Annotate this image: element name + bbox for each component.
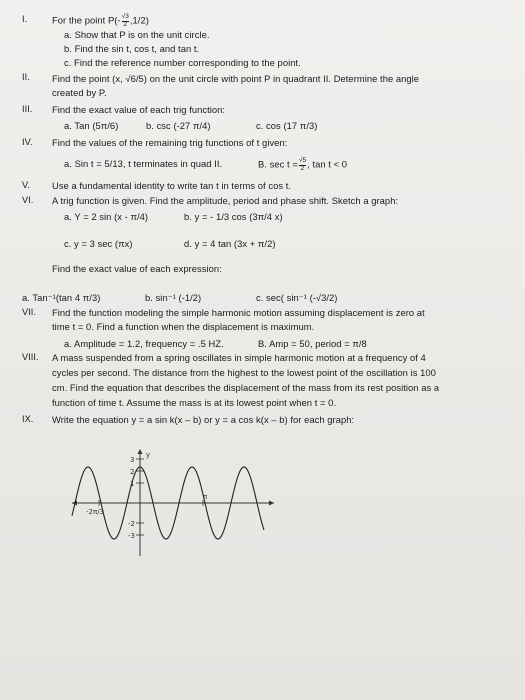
question-a: a. Amplitude = 1.2, frequency = .5 HZ. [64, 338, 224, 349]
section-number: V. [22, 180, 30, 190]
section-number: II. [22, 72, 30, 82]
section-title: Find the exact value of each trig function: [52, 104, 226, 115]
exact-value-heading: Find the exact value of each expression: [52, 263, 222, 274]
section-text: Find the point (x, √6/5) on the unit circle with point P in quadrant II. Determine the angle [52, 73, 420, 84]
x-tick-label: -2π/3 [86, 508, 105, 516]
fraction [122, 14, 129, 28]
title-text: For the point P(- [52, 14, 121, 26]
sine-graph [68, 446, 278, 558]
section-number: IV. [22, 137, 33, 147]
question-a: a. Show that P is on the unit circle. [64, 29, 210, 40]
y-tick-label: -2 [128, 520, 135, 528]
y-tick-label: 1 [130, 480, 135, 488]
question-b: b. y = - 1/3 cos (3π/4 x) [184, 211, 283, 222]
section-number: III. [22, 104, 33, 114]
section-title: Write the equation y = a sin k(x – b) or y = a cos k(x – b) for each graph: [52, 414, 355, 425]
question-text: , tan t < 0 [307, 158, 348, 170]
question-b [258, 158, 347, 172]
fraction [299, 158, 306, 172]
fraction-numerator: √5 [298, 157, 307, 164]
section-title [52, 14, 149, 28]
section-title: Find the values of the remaining trig functions of t given: [52, 137, 288, 148]
section-number: VII. [22, 307, 36, 317]
y-axis-label: y [146, 451, 151, 459]
fraction-numerator: √3 [121, 13, 129, 20]
x-tick-label: π [203, 493, 208, 501]
question-a: a. Sin t = 5/13, t terminates in quad II. [64, 158, 223, 169]
section-number: IX. [22, 414, 34, 424]
title-text: ,1/2) [129, 14, 149, 26]
question-d: d. y = 4 tan (3x + π/2) [184, 238, 276, 249]
y-tick-label: -3 [128, 532, 135, 540]
section-text: A mass suspended from a spring oscillates in simple harmonic motion at a frequency of 4 [52, 352, 426, 363]
question-b: B. Amp = 50, period = π/8 [258, 338, 367, 349]
fraction-denominator: 2 [300, 164, 305, 172]
question-a: a. Y = 2 sin (x - π/4) [64, 211, 149, 222]
section-text: cycles per second. The distance from the highest to the lowest point of the oscillation is 100 [52, 367, 436, 378]
question-b: b. Find the sin t, cos t, and tan t. [64, 43, 200, 54]
section-number: VIII. [22, 352, 39, 362]
exact-question-a: a. Tan⁻¹(tan 4 π/3) [22, 292, 101, 303]
section-title: A trig function is given. Find the amplitude, period and phase shift. Sketch a graph: [52, 195, 399, 206]
fraction-denominator: 2 [123, 20, 128, 28]
exact-question-c: c. sec( sin⁻¹ (-√3/2) [256, 292, 338, 303]
exact-question-b: b. sin⁻¹ (-1/2) [145, 292, 202, 303]
section-title: Use a fundamental identity to write tan t in terms of cos t. [52, 180, 292, 191]
section-text: Find the function modeling the simple harmonic motion assuming displacement is zero at [52, 307, 425, 318]
question-c: c. Find the reference number corresponding to the point. [64, 57, 301, 68]
section-text: time t = 0. Find a function when the displacement is maximum. [52, 321, 315, 332]
question-c: c. y = 3 sec (πx) [64, 238, 133, 249]
section-number: VI. [22, 195, 34, 205]
question-b: b. csc (-27 π/4) [146, 120, 211, 131]
y-tick-label: 3 [130, 456, 135, 464]
y-tick-label: 2 [130, 468, 135, 476]
section-text: cm. Find the equation that describes the displacement of the mass from its rest position as a [52, 382, 440, 393]
question-a: a. Tan (5π/6) [64, 120, 119, 131]
section-text: function of time t. Assume the mass is at its lowest point when t = 0. [52, 397, 337, 408]
question-c: c. cos (17 π/3) [256, 120, 318, 131]
question-text: B. sec t = [258, 158, 298, 170]
x-axis-arrow-icon [269, 501, 274, 506]
section-number: I. [22, 14, 28, 24]
y-axis-arrow-icon [138, 449, 143, 454]
section-text: created by P. [52, 87, 107, 98]
